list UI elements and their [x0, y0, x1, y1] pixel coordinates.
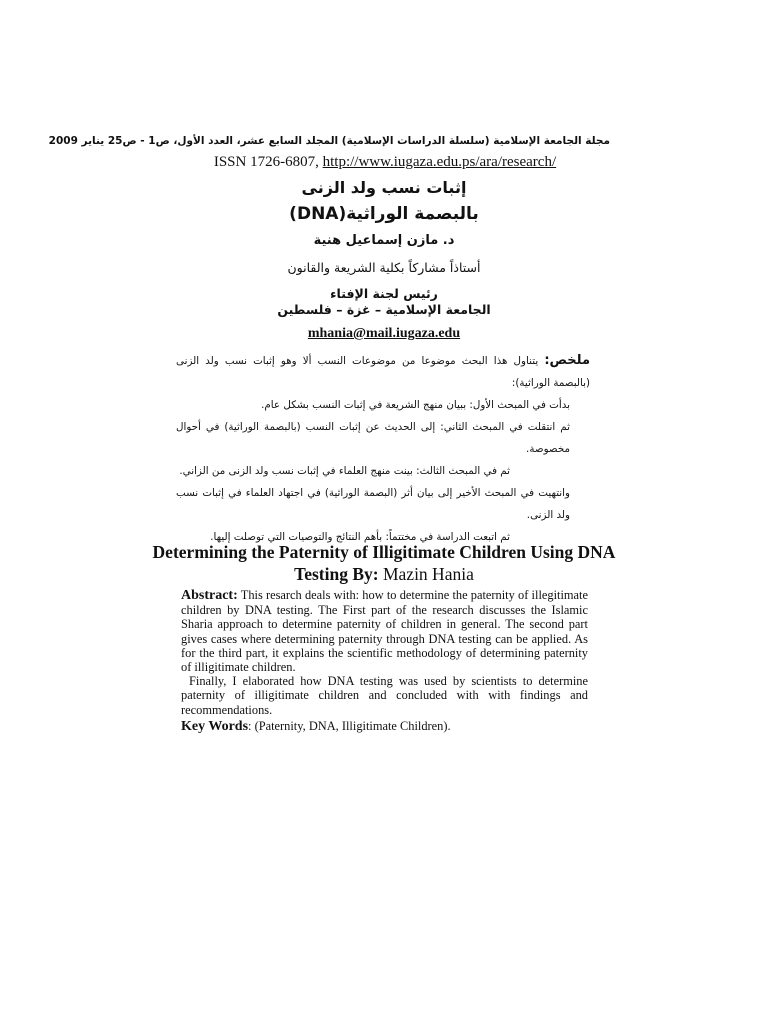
keywords-line	[181, 719, 588, 734]
english-abstract-text-1: This resarch deals with: how to determine the paternity of illegitimate children by DNA testing. The First part of the research discusses the Islamic Sharia approach to determine paternity of children in general. The second part gives cases where determining paternity through DNA testing can be applied. As for the third part, it explains the scientific methodology of determining paternity of illigitimate children.	[181, 588, 588, 675]
english-abstract	[181, 588, 588, 734]
arabic-title-line-2: بالبصمة الوراثية(DNA)	[289, 204, 479, 224]
issn-line	[180, 154, 590, 171]
author-email-link[interactable]: mhania@mail.iugaza.edu	[307, 326, 461, 341]
author-position-ar: أستاذاً مشاركاً بكلية الشريعة والقانون	[287, 260, 481, 275]
issn-text: ISSN 1726-6807,	[213, 154, 323, 170]
arabic-abstract-para-3: ثم في المبحث الثالث: بينت منهج العلماء في إثبات نسب ولد الزنى من الزاني.	[179, 465, 510, 477]
arabic-abstract-para-5: ثم اتبعت الدراسة في مختتماً: بأهم النتائج والتوصيات التي توصلت إليها.	[210, 531, 510, 543]
arabic-title-line-1: إثبات نسب ولد الزنى	[301, 178, 467, 197]
keywords-text: : (Paternity, DNA, Illigitimate Children).	[248, 718, 451, 733]
journal-header: مجلة الجامعة الإسلامية (سلسلة الدراسات الإسلامية) المجلد السابع عشر، العدد الأول، ص1 - ص25 يناير 2009	[48, 135, 610, 147]
keywords-label: Key Words	[181, 718, 249, 734]
english-title	[150, 541, 618, 585]
journal-url-link[interactable]: http://www.iugaza.edu.ps/ara/research/	[322, 154, 557, 170]
author-name-ar: د. مازن إسماعيل هنية	[313, 233, 455, 248]
english-author-name: Mazin Hania	[382, 564, 474, 584]
arabic-abstract-intro	[176, 350, 590, 394]
author-rank-ar: رئيس لجنة الإفتاء	[330, 286, 438, 301]
author-university-ar: الجامعة الإسلامية – غزة – فلسطين	[277, 302, 491, 317]
english-abstract-para-1	[181, 588, 588, 674]
arabic-abstract-para-2: ثم انتقلت في المبحث الثاني: إلى الحديث عن إثبات النسب (بالبصمة الوراثية) في أحوال مخصوصة.	[176, 421, 570, 455]
arabic-abstract-para-4: وانتهيت في المبحث الأخير إلى بيان أثر (البصمة الوراثية) في اجتهاد العلماء في إثبات نسب ولد الزنى.	[176, 487, 570, 521]
arabic-abstract-label: ملخص:	[544, 353, 590, 368]
arabic-abstract-para-1: بدأت في المبحث الأول: ببيان منهج الشريعة في إثبات النسب بشكل عام.	[261, 399, 570, 411]
arabic-abstract	[176, 350, 590, 548]
english-abstract-para-2: Finally, I elaborated how DNA testing was used by scientists to determine paternity of illigitimate children and concluded with with findings and recommendations.	[181, 674, 588, 717]
english-title-text: Determining the Paternity of Illigitimate Children Using DNA Testing By:	[152, 542, 616, 584]
arabic-abstract-intro-text: يتناول هذا البحث موضوعا من موضوعات النسب ألا وهو إثبات نسب ولد الزنى (بالبصمة الوراثية):	[176, 355, 590, 389]
english-abstract-label: Abstract:	[181, 588, 238, 603]
